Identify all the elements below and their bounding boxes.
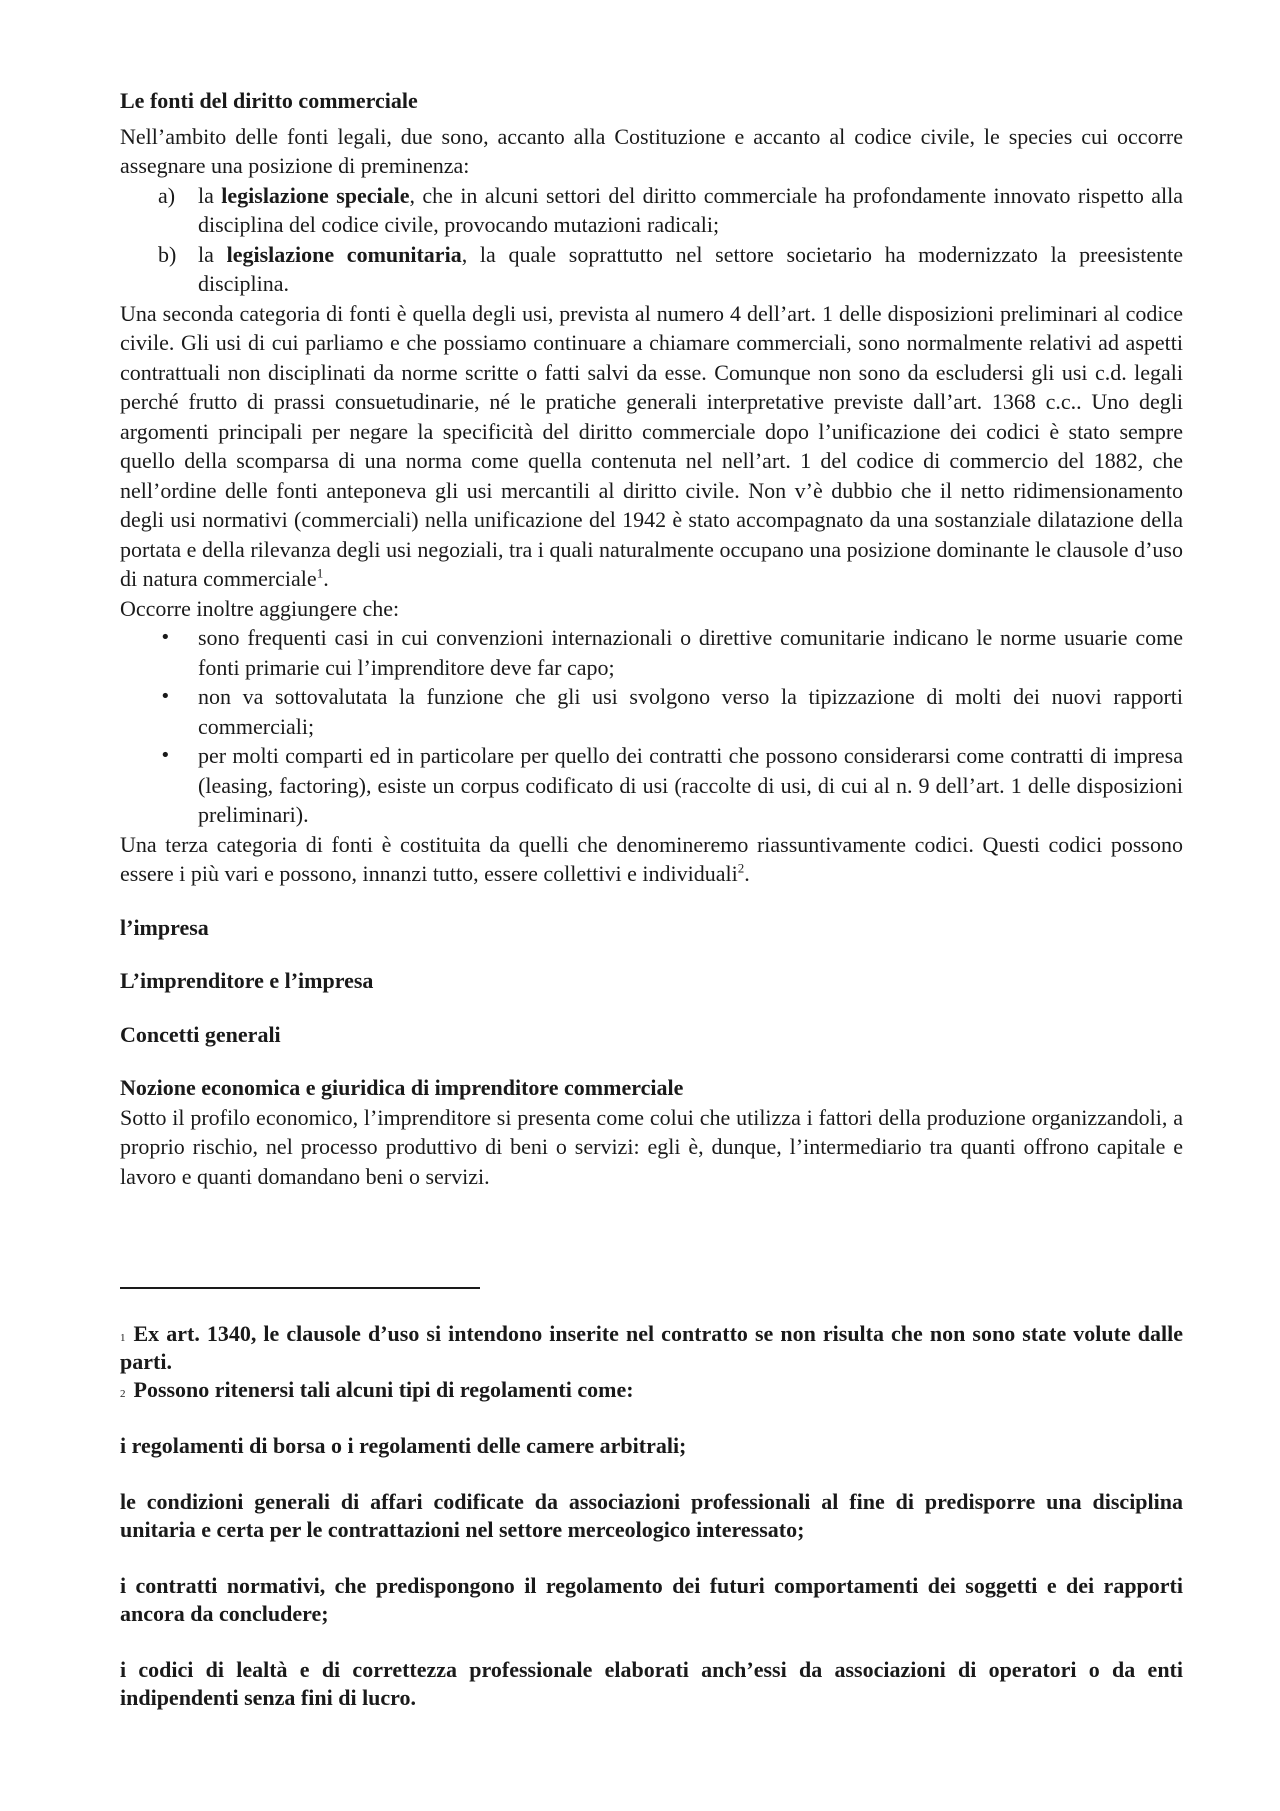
heading-imprenditore: L’imprenditore e l’impresa — [120, 968, 374, 993]
footnotes — [120, 1320, 1183, 1712]
list-text: la — [198, 241, 227, 267]
codici-end: . — [744, 861, 750, 886]
codici-paragraph — [120, 830, 1183, 889]
codici-text: Una terza categoria di fonti è costituita da quelli che denomineremo riassuntivamente codici. Questi codici possono essere i più vari e possono, innanzi tutto, essere collettivi e individuali — [120, 831, 1183, 886]
heading-concetti: Concetti generali — [120, 1021, 281, 1047]
aggiungere-paragraph: Occorre inoltre aggiungere che: — [120, 595, 400, 621]
list-item — [120, 682, 1183, 741]
document-body — [120, 86, 1183, 1191]
footnote-2 — [120, 1376, 1183, 1404]
bullet-text: per molti comparti ed in particolare per quello dei contratti che possono considerarsi come contratti di impresa (leasing, factoring), esiste un corpus codificato di usi (raccolte di usi, di cui al n. 9 dell’art. 1 delle disposizioni preliminari). — [198, 743, 1183, 827]
bullet-icon: • — [160, 686, 171, 707]
footnote-ref-2[interactable]: 2 — [737, 860, 745, 876]
bullet-list — [120, 623, 1183, 830]
section-title: Le fonti del diritto commerciale — [120, 88, 418, 113]
footnote-text: Possono ritenersi tali alcuni tipi di regolamenti come: — [133, 1377, 634, 1402]
list-text: la — [198, 182, 222, 208]
list-bold-term: legislazione speciale — [221, 182, 410, 208]
nozione-paragraph: Sotto il profilo economico, l’imprenditore si presenta come colui che utilizza i fattori della produzione organizzandoli, a proprio rischio, nel processo produttivo di beni o servizi: egli è, dunque, l’intermediario tra quanti offrono capitale e lavoro e quanti domandano beni o servizi. — [120, 1104, 1183, 1189]
footnote-item: i codici di lealtà e di correttezza professionale elaborati anch’essi da associazioni di operatori o da enti indipendenti senza fini di lucro. — [120, 1657, 1183, 1710]
ordered-list — [120, 181, 1183, 299]
usi-end: . — [323, 566, 329, 591]
bullet-icon: • — [160, 745, 171, 766]
footnote-mark: 2 — [120, 1388, 126, 1400]
intro-paragraph: Nell’ambito delle fonti legali, due sono, accanto alla Costituzione e accanto al codice civile, le species cui occorre assegnare una posizione di preminenza: — [120, 123, 1183, 178]
list-text: , che in alcuni settori del diritto commerciale ha profondamente innovato rispetto alla disciplina del codice civile, provocando mutazioni radicali; — [198, 182, 1183, 237]
footnote-mark: 1 — [120, 1332, 126, 1344]
bullet-text: non va sottovalutata la funzione che gli usi svolgono verso la tipizzazione di molti dei nuovi rapporti commerciali; — [198, 684, 1183, 739]
footnote-item: i regolamenti di borsa o i regolamenti delle camere arbitrali; — [120, 1433, 687, 1458]
footnote-ref-1[interactable]: 1 — [316, 565, 324, 581]
footnote-item: le condizioni generali di affari codificate da associazioni professionali al fine di predisporre una disciplina unitaria e certa per le contrattazioni nel settore merceologico interessato; — [120, 1489, 1183, 1542]
footnote-separator — [120, 1287, 480, 1289]
list-marker: b) — [158, 241, 177, 267]
list-item — [120, 741, 1183, 830]
bullet-text: sono frequenti casi in cui convenzioni internazionali o direttive comunitarie indicano le norme usuarie come fonti primarie cui l’imprenditore deve far capo; — [198, 625, 1183, 680]
list-text: , la quale soprattutto nel settore societario ha modernizzato la preesistente disciplina. — [198, 241, 1183, 296]
list-item-a — [120, 181, 1183, 240]
footnote-text: Ex art. 1340, le clausole d’uso si intendono inserite nel contratto se non risulta che non sono state volute dalle parti. — [120, 1321, 1183, 1374]
footnote-item: i contratti normativi, che predispongono il regolamento dei futuri comportamenti dei soggetti e dei rapporti ancora da concludere; — [120, 1573, 1183, 1626]
list-bold-term: legislazione comunitaria — [226, 241, 462, 267]
list-marker: a) — [158, 182, 176, 208]
heading-nozione: Nozione economica e giuridica di imprenditore commerciale — [120, 1075, 684, 1100]
list-item — [120, 623, 1183, 682]
heading-impresa: l’impresa — [120, 914, 209, 940]
usi-paragraph — [120, 299, 1183, 594]
bullet-icon: • — [160, 627, 171, 648]
list-item-b — [120, 240, 1183, 299]
usi-text: Una seconda categoria di fonti è quella degli usi, prevista al numero 4 dell’art. 1 delle disposizioni preliminari al codice civile. Gli usi di cui parliamo e che possiamo continuare a chiamare commerciali, sono normalmente relativi ad aspetti contrattuali non disciplinati da norme scritte o fatti salvi da esse. Comunque non sono da escludersi gli usi c.d. legali perché frutto di prassi consuetudinarie, né le pratiche generali interpretative previste dall’art. 1368 c.c.. Uno degli argomenti principali per negare la specificità del diritto commerciale dopo l’unificazione dei codici è stato sempre quello della scomparsa di una norma come quella contenuta nel nell’art. 1 del codice di commercio del 1882, che nell’ordine delle fonti anteponeva gli usi mercantili al diritto civile. Non v’è dubbio che il netto ridimensionamento degli usi normativi (commerciali) nella unificazione del 1942 è stato accompagnato da una sostanziale dilatazione della portata e della rilevanza degli usi negoziali, tra i quali naturalmente occupano una posizione dominante le clausole d’uso di natura commerciale — [120, 300, 1183, 591]
footnote-1 — [120, 1320, 1183, 1376]
